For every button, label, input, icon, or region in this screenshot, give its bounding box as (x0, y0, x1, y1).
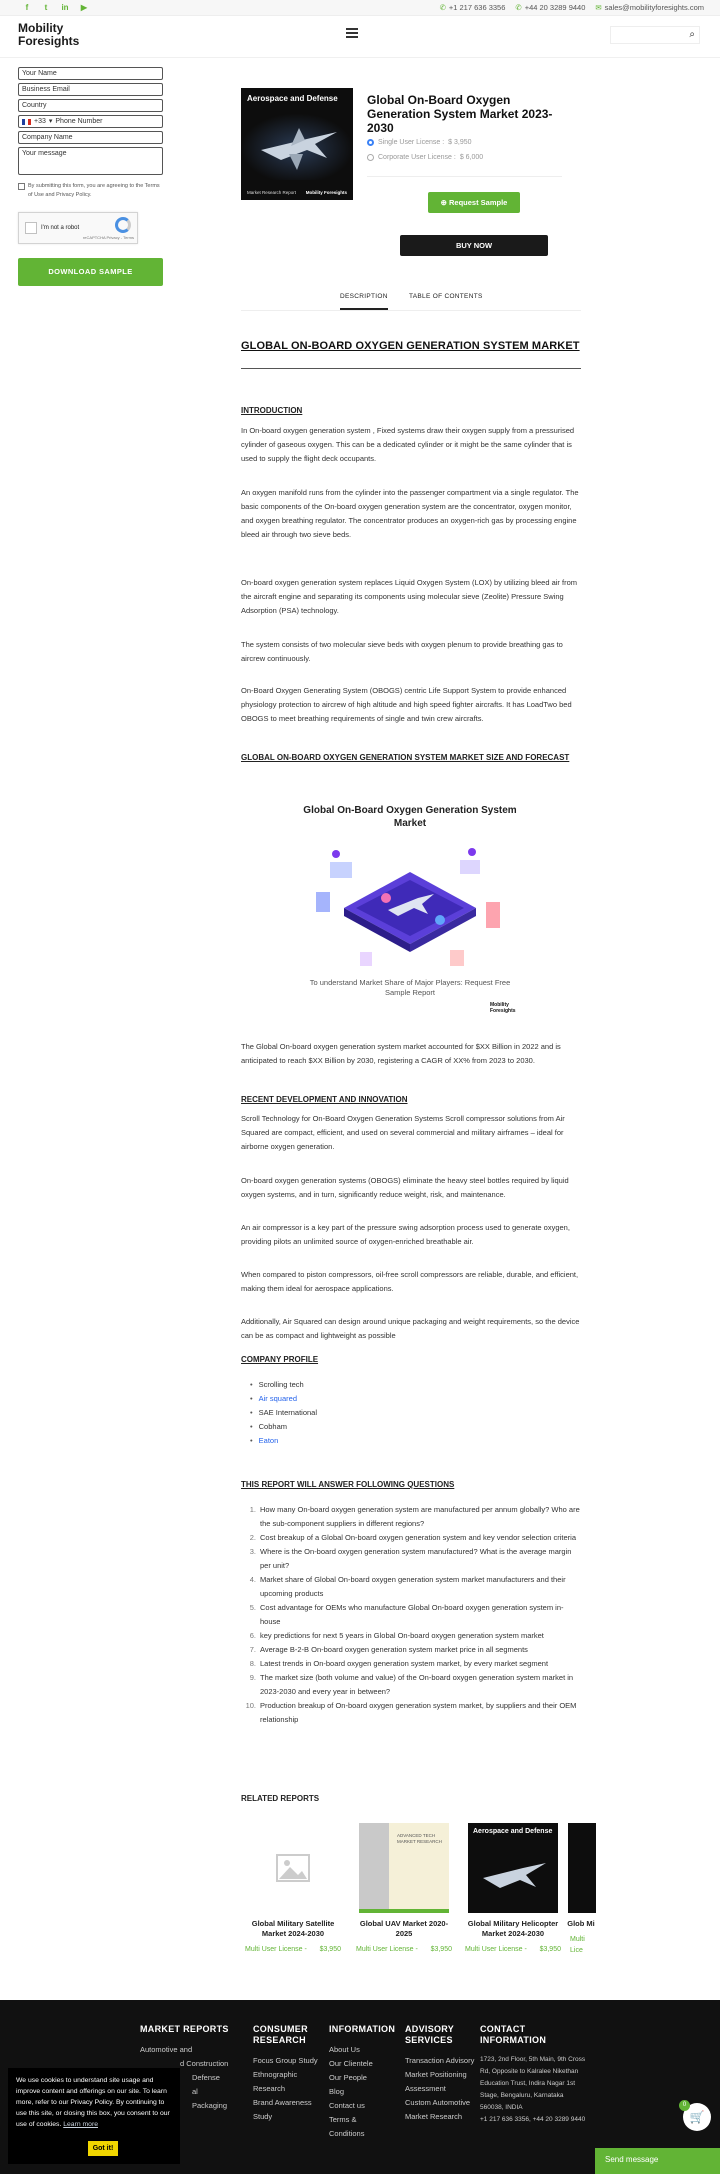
email-text: sales@mobilityforesights.com (604, 3, 704, 12)
site-header (0, 16, 720, 58)
logo-line-2: Foresights (18, 34, 80, 48)
paragraph: On-board oxygen generation systems (OBOGS) eliminate the heavy steel bottles required by liquid oxygen systems, and in turn, significantly reduce weight, risk, and maintenance. (241, 1176, 569, 1199)
list-item: 4. Market share of Global On-board oxygen generation system market manufacturers and their upcoming products (249, 1575, 566, 1598)
footer-heading: MARKET REPORTS (140, 2024, 229, 2034)
paragraph: On-Board Oxygen Generating System (OBOGS) centric Life Support System to provide enhanced physiology protection to aircrew of high altitude and high speed fighter aircrafts. It has LoadTwo bed OBOGS to meet breathing requirements of single and twin crew aircrafts. (241, 686, 572, 723)
social-links (22, 3, 89, 13)
list-item: • SAE International (250, 1406, 317, 1420)
list-item: 3. Where is the On-board oxygen generation system manufactured? What is the average margin per unit? (249, 1547, 572, 1570)
footer-link[interactable]: Transaction Advisory (405, 2056, 475, 2065)
report-cover-image (241, 88, 353, 200)
youtube-icon[interactable]: ▶ (80, 3, 88, 12)
infographic-title: Global On-Board Oxygen Generation System Market (303, 805, 517, 829)
footer-phone[interactable]: +1 217 636 3356, +44 20 3289 9440 (480, 2116, 586, 2123)
france-flag-icon (22, 119, 31, 125)
cart-count-badge: 0 (679, 2100, 690, 2111)
company-list (250, 1378, 317, 1448)
footer-link[interactable]: Brand Awareness Study (253, 2098, 312, 2121)
footer-heading: CONSUMER RESEARCH (253, 2024, 308, 2045)
email-field[interactable]: Business Email (18, 83, 163, 96)
introduction-heading: INTRODUCTION (241, 406, 303, 415)
cover-title: Aerospace and Defense (247, 94, 338, 103)
list-item: 9. The market size (both volume and value) of the On-board oxygen generation system market in 2023-2030 and every year in between? (249, 1673, 574, 1696)
cookie-banner (8, 2068, 180, 2164)
license-radio[interactable] (367, 154, 374, 161)
phone-1-text: +1 217 636 3356 (448, 3, 506, 12)
menu-icon[interactable] (346, 28, 358, 38)
license2-label: Corporate User License : (378, 154, 456, 161)
heading-rule (241, 368, 581, 369)
cart-button[interactable] (683, 2103, 711, 2131)
phone-placeholder: Phone Number (55, 117, 103, 125)
list-item: • Scrolling tech (250, 1378, 317, 1392)
questions-heading: THIS REPORT WILL ANSWER FOLLOWING QUESTIONS (241, 1480, 455, 1489)
divider (367, 176, 562, 177)
phone-2-text: +44 20 3289 9440 (524, 3, 586, 12)
learn-more-link[interactable]: Learn more (63, 2121, 98, 2128)
related-report-card[interactable] (461, 1823, 565, 1955)
recaptcha-widget (18, 212, 138, 244)
fighter-jet-illustration (241, 88, 353, 200)
consent-checkbox[interactable] (18, 183, 25, 190)
isometric-illustration (300, 832, 520, 982)
paragraph: The Global On-board oxygen generation system market accounted for $XX Billion in 2022 and is anticipated to reach $XX Billion by 2030, registering a CAGR of XX% from 2023 to 2030. (241, 1042, 561, 1065)
twitter-icon[interactable]: t (44, 3, 48, 12)
content-tabs (241, 287, 581, 311)
footer-link[interactable]: Blog (329, 2087, 345, 2096)
license1-label: Single User License : (378, 139, 445, 146)
questions-list (245, 1503, 580, 1727)
related-title[interactable]: Global Military Satellite Market 2024-2030 (251, 1919, 335, 1938)
recent-development-heading: RECENT DEVELOPMENT AND INNOVATION (241, 1095, 408, 1104)
footer-link[interactable]: al (192, 2087, 198, 2096)
footer-heading: INFORMATION (329, 2024, 396, 2034)
list-item: 5. Cost advantage for OEMs who manufacture Global On-board oxygen generation system in-house (249, 1603, 564, 1626)
footer-link[interactable]: Focus Group Study (253, 2056, 318, 2065)
related-price: $3,950 (539, 1946, 561, 1953)
footer-heading: CONTACT INFORMATION (480, 2024, 547, 2045)
list-item: 10. Production breakup of On-board oxygen generation system market, by suppliers and their OEM relationship (245, 1701, 577, 1724)
paragraph: On-board oxygen generation system replaces Liquid Oxygen System (LOX) by utilizing bleed air from the aircraft engine and separating its components using molecular sieve (Zeolite) Pressure Swing Adsorption (PSA) technology. (241, 578, 577, 615)
related-price: $3,950 (319, 1946, 341, 1953)
chevron-down-icon: ▾ (48, 117, 53, 125)
article-heading: GLOBAL ON-BOARD OXYGEN GENERATION SYSTEM MARKET (241, 340, 580, 352)
footer-link[interactable]: Custom Automotive Market Research (405, 2098, 471, 2121)
sample-request-form (18, 67, 163, 286)
related-title[interactable]: Global Military Helicopter Market 2024-2030 (467, 1919, 559, 1938)
name-field[interactable]: Your Name (18, 67, 163, 80)
company-field[interactable]: Company Name (18, 131, 163, 144)
phone-link-1[interactable] (440, 3, 506, 12)
related-license: Multi User License - (465, 1946, 527, 1953)
list-item: 2. Cost breakup of a Global On-board oxygen generation system and key vendor selection criteria (249, 1533, 577, 1542)
request-sample-button[interactable]: ⊕ Request Sample (428, 192, 520, 213)
market-infographic (300, 798, 520, 1018)
top-contact (440, 3, 704, 12)
related-price: $3,950 (430, 1946, 452, 1953)
consent-text: By submitting this form, you are agreeing to the Terms of Use and Privacy Policy. (28, 183, 160, 198)
footer-information (329, 2024, 396, 2141)
related-report-card[interactable] (566, 1823, 596, 1956)
related-title[interactable]: Glob Mi (567, 1919, 595, 1928)
tab-table-of-contents[interactable]: TABLE OF CONTENTS (409, 293, 483, 300)
infographic-logo: Mobility Foresights (490, 1002, 516, 1014)
product-title: Global On-Board Oxygen Generation System Market 2023-2030 (367, 93, 553, 135)
search-input[interactable] (610, 26, 700, 44)
facebook-icon[interactable]: f (25, 3, 29, 12)
phone-icon: ✆ (439, 3, 446, 12)
uav-cover-image (359, 1823, 449, 1913)
footer-link[interactable]: Packaging (192, 2101, 228, 2110)
license1-price: $ 3,950 (448, 139, 472, 146)
logo-line-1: Mobility (18, 21, 64, 35)
country-field[interactable]: Country (18, 99, 163, 112)
buy-now-button[interactable]: BUY NOW (400, 235, 548, 256)
phone-code[interactable]: +33 (34, 117, 46, 125)
footer-link[interactable]: Market Positioning Assessment (405, 2070, 467, 2093)
list-item: 1. How many On-board oxygen generation system are manufactured per annum globally? Who are the sub-component suppliers in different regions? (249, 1505, 580, 1528)
related-license: Multi User License - (356, 1946, 418, 1953)
license2-price: $ 6,000 (459, 154, 484, 161)
cookie-text: We use cookies to understand site usage and improve content and offerings on our site. To learn more, refer to our Privacy Policy. By continuing to use this site, or closing this box, you consent to our use of cookies. (16, 2077, 170, 2128)
footer-heading: ADVISORY SERVICES (405, 2024, 454, 2045)
paragraph: Additionally, Air Squared can design around unique packaging and weight requirements, so the device can be as compact and lightweight as possible (241, 1317, 580, 1340)
footer-consumer-research (253, 2024, 321, 2124)
linkedin-icon[interactable]: in (61, 3, 69, 12)
recaptcha-label: I'm not a robot (41, 225, 80, 231)
footer-link[interactable]: Automotive and (140, 2045, 193, 2054)
list-item: • Cobham (250, 1420, 317, 1434)
related-reports-heading: RELATED REPORTS (241, 1794, 320, 1803)
footer-address: 1723, 2nd Floor, 5th Main, 9th Cross Rd, Opposite to Kalralee Nikethan Education Trust, Indira Nagar 1st Stage, Bengaluru, Karnataka 560038, INDIA (480, 2056, 586, 2111)
list-item: 7. Average B-2-B On-board oxygen generation system market price in all segments (249, 1645, 528, 1654)
list-item-link[interactable]: • Eaton (250, 1434, 317, 1448)
helicopter-cover-title: Aerospace and Defense (473, 1828, 553, 1835)
related-title[interactable]: Global UAV Market 2020-2025 (359, 1919, 449, 1938)
recaptcha-icon (115, 217, 131, 233)
mail-icon: ✉ (595, 3, 602, 12)
accept-cookies-button[interactable]: Got it! (88, 2141, 118, 2156)
site-logo[interactable] (18, 22, 90, 48)
footer-advisory (405, 2024, 475, 2124)
related-license: Multi User License - (245, 1946, 307, 1953)
consent-row (18, 182, 163, 200)
tab-description[interactable]: DESCRIPTION (340, 293, 388, 310)
cover-image (568, 1823, 596, 1913)
related-report-card[interactable] (352, 1823, 456, 1955)
paragraph: The system consists of two molecular sieve beds with oxygen plenum to provide breathing gas to aircrew continuously. (241, 640, 563, 663)
infographic-caption[interactable]: To understand Market Share of Major Players: Request Free Sample Report (309, 978, 511, 997)
list-item: 8. Latest trends in On-board oxygen generation system market, by every market segment (249, 1659, 549, 1668)
send-message-widget[interactable]: Send message (595, 2148, 720, 2174)
list-item: 6. key predictions for next 5 years in Global On-board oxygen generation system market (249, 1631, 544, 1640)
footer-link[interactable]: d Construction (180, 2059, 229, 2068)
footer-link[interactable]: Contact us (329, 2101, 365, 2110)
footer-link[interactable]: Our Clientele (329, 2059, 373, 2068)
phone-field[interactable] (18, 115, 163, 128)
corporate-license-option[interactable] (367, 154, 483, 161)
related-report-card[interactable] (241, 1823, 345, 1955)
message-field[interactable]: Your message (18, 147, 163, 175)
helicopter-cover-image (468, 1823, 558, 1913)
phone-icon: ✆ (515, 3, 522, 12)
company-profile-heading: COMPANY PROFILE (241, 1355, 319, 1364)
license-radio-selected[interactable] (367, 139, 374, 146)
footer-link[interactable]: Defense (192, 2073, 220, 2082)
footer-link[interactable]: Ethnographic Research (253, 2070, 298, 2093)
email-link[interactable] (595, 3, 704, 12)
related-license: Multi Lice (570, 1936, 585, 1954)
paragraph: An air compressor is a key part of the pressure swing adsorption process used to generate oxygen, providing pilots an unlimited source of oxygen-enriched breathable air. (241, 1223, 570, 1246)
cover-subtitle: Market Research Report (247, 190, 297, 195)
footer-contact (480, 2024, 586, 2126)
phone-link-2[interactable] (515, 3, 585, 12)
paragraph: When compared to piston compressors, oil-free scroll compressors are reliable, durable, and efficient, making them ideal for aerospace applications. (241, 1270, 579, 1293)
placeholder-image-icon (248, 1823, 338, 1913)
market-size-heading: GLOBAL ON-BOARD OXYGEN GENERATION SYSTEM MARKET SIZE AND FORECAST (241, 753, 570, 762)
paragraph: In On-board oxygen generation system , Fixed systems draw their oxygen supply from a pressurised cylinder of gaseous oxygen. This can be a dedicated cylinder or it might be the same cylinder that is used to supply the flight deck occupants. (241, 426, 575, 463)
uav-cover-text: ADVANCED TECH MARKET RESEARCH (397, 1833, 442, 1844)
single-license-option[interactable] (367, 139, 472, 146)
paragraph: An oxygen manifold runs from the cylinder into the passenger compartment via a single regulator. The basic components of the On-board oxygen generation system are the concentrator, oxygen monitor, and oxygen breathing regulator. The concentrator produces an oxygen-rich gas by processing engine bleed air through two sieve beds. (241, 488, 579, 539)
footer-link[interactable]: About Us (329, 2045, 360, 2054)
recaptcha-brand: reCAPTCHA Privacy - Terms (82, 235, 134, 240)
recaptcha-checkbox[interactable] (25, 222, 37, 234)
top-bar (0, 0, 720, 16)
footer-link[interactable]: Our People (329, 2073, 367, 2082)
footer-link[interactable]: Terms & Conditions (329, 2115, 365, 2138)
search-icon[interactable]: ⌕ (689, 29, 695, 40)
cart-icon: 🛒 (689, 2110, 705, 2124)
download-sample-button[interactable]: DOWNLOAD SAMPLE (18, 258, 163, 286)
cover-logo: Mobility Foresights (305, 190, 347, 195)
paragraph: Scroll Technology for On-Board Oxygen Generation Systems Scroll compressor solutions from Air Squared are compact, efficient, and used on several commercial and military airframes – ideal for airborne oxygen generation. (241, 1114, 565, 1151)
list-item-link[interactable]: • Air squared (250, 1392, 317, 1406)
